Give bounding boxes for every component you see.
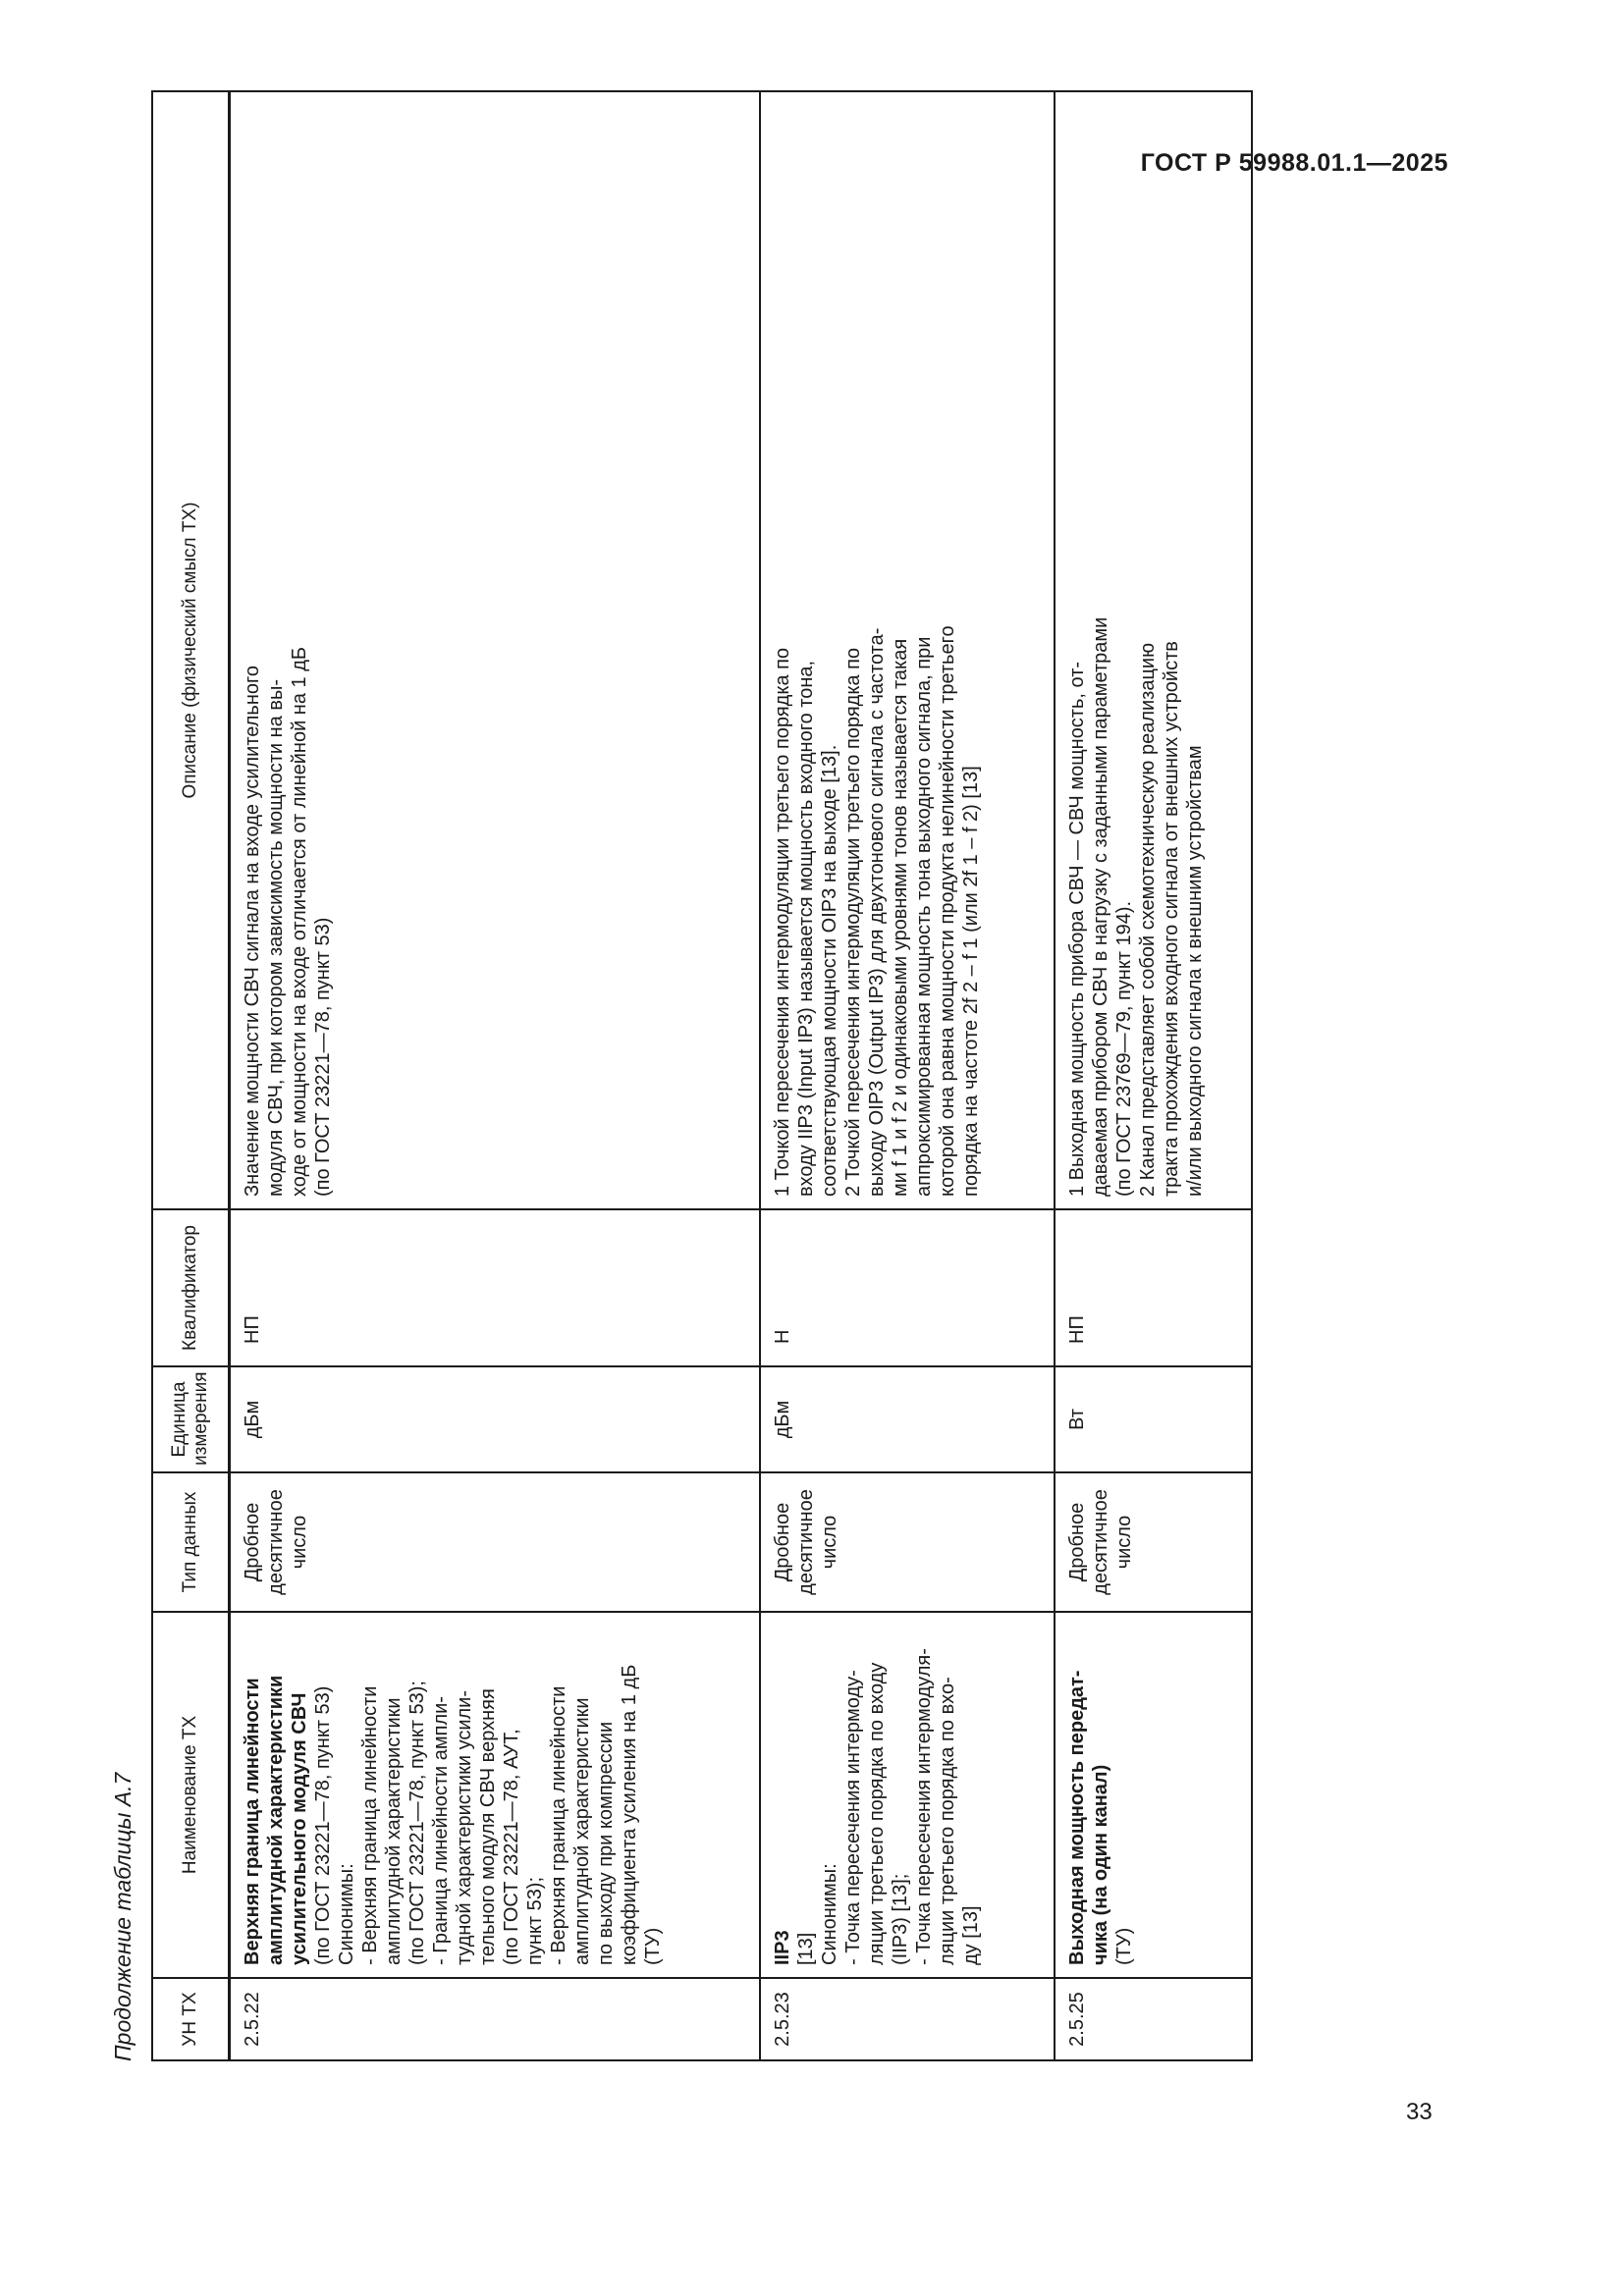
description-line: (по ГОСТ 23769—79, пункт 194).: [1112, 900, 1135, 1197]
row-code: 2.5.23: [760, 1978, 1055, 2060]
name-line: - Точка пересечения интермоду-: [841, 1670, 864, 1965]
name-bold-line: Верхняя граница линейности: [242, 1678, 263, 1965]
row-description: [760, 91, 1055, 1209]
header-code: УН ТХ: [152, 1978, 230, 2060]
description-line: аппроксимированная мощность тона выходного сигнала, при: [912, 636, 935, 1197]
type-line: число: [818, 1515, 840, 1570]
row-name: [1055, 1612, 1253, 1978]
description-line: ходе от мощности на входе отличается от линейной на 1 дБ: [289, 647, 310, 1197]
name-bold-line: чика (на один канал): [1089, 1764, 1111, 1965]
row-code: 2.5.22: [230, 1978, 760, 2060]
table-header-row: [152, 91, 230, 2060]
name-line: - Верхняя граница линейности: [548, 1685, 569, 1965]
description-line: ми f 1 и f 2 и одинаковыми уровнями тонов называется такая: [889, 638, 911, 1197]
description-line: выходу OIP3 (Output IP3) для двухтонового сигнала с частота-: [865, 627, 888, 1197]
type-line: число: [289, 1515, 310, 1570]
row-unit: дБм: [760, 1366, 1055, 1472]
name-line: (по ГОСТ 23221—78, АУТ,: [501, 1729, 522, 1965]
type-line: число: [1112, 1515, 1135, 1570]
row-description: [230, 91, 760, 1209]
name-line: (ТУ): [642, 1927, 664, 1965]
type-line: десятичное: [265, 1489, 287, 1595]
name-line: Синонимы:: [818, 1863, 840, 1965]
name-line: амплитудной характеристики: [571, 1697, 593, 1965]
name-line: (ТУ): [1112, 1927, 1135, 1965]
table-row: [230, 91, 760, 2060]
row-name: [230, 1612, 760, 1978]
name-line: пункт 53);: [524, 1876, 546, 1965]
description-line: 2 Точкой пересечения интермодуляции третьего порядка по: [841, 647, 864, 1197]
name-bold-line: Выходная мощность передат-: [1065, 1670, 1088, 1965]
description-line: и/или выходного сигнала к внешним устройствам: [1183, 745, 1206, 1197]
name-line: [13]: [794, 1932, 817, 1965]
name-line: (по ГОСТ 23221—78, пункт 53): [312, 1685, 334, 1965]
name-line: - Точка пересечения интермодуля-: [912, 1648, 935, 1965]
row-qualifier: НП: [1055, 1209, 1253, 1366]
row-name: [760, 1612, 1055, 1978]
table-row: [760, 91, 1055, 2060]
description-line: которой она равна мощности продукта нелинейности третьего: [936, 625, 958, 1197]
name-bold-line: IIP3: [771, 1930, 793, 1965]
name-line: коэффициента усиления на 1 дБ: [619, 1664, 640, 1965]
name-bold-line: амплитудной характеристики: [265, 1675, 287, 1965]
description-line: тракта прохождения входного сигнала от внешних устройств: [1160, 641, 1182, 1197]
name-line: ду [13]: [959, 1905, 982, 1965]
description-line: 1 Выходная мощность прибора СВЧ — СВЧ мощность, от-: [1065, 661, 1088, 1197]
name-line: ляции третьего порядка по вхо-: [936, 1677, 958, 1965]
type-line: Дробное: [771, 1502, 793, 1582]
header-type: Тип данных: [152, 1472, 230, 1612]
header-unit-line-1: Единица: [169, 1381, 189, 1458]
row-unit: Вт: [1055, 1366, 1253, 1472]
description-line: 2 Канал представляет собой схемотехническую реализацию: [1136, 642, 1159, 1197]
description-line: соответствующая мощности OIP3 на выходе [13].: [818, 744, 840, 1197]
header-unit: [152, 1366, 230, 1472]
name-line: по выходу при компрессии: [595, 1721, 617, 1965]
name-line: (по ГОСТ 23221—78, пункт 53);: [406, 1681, 428, 1965]
row-unit: дБм: [230, 1366, 760, 1472]
row-description: [1055, 91, 1253, 1209]
name-line: (IIP3) [13];: [889, 1873, 911, 1965]
rotated-table-block: [108, 92, 1253, 2061]
type-line: десятичное: [1089, 1489, 1111, 1595]
page-number: 33: [1406, 2099, 1433, 2125]
characteristics-table: [151, 90, 1253, 2061]
description-line: 1 Точкой пересечения интермодуляции третьего порядка по: [771, 647, 793, 1197]
header-description: Описание (физический смысл ТХ): [152, 91, 230, 1209]
name-line: - Верхняя граница линейности: [359, 1685, 381, 1965]
description-line: модуля СВЧ, при котором зависимость мощности на вы-: [265, 678, 287, 1197]
table-row: [1055, 91, 1253, 2060]
type-line: Дробное: [242, 1502, 263, 1582]
row-type: [230, 1472, 760, 1612]
description-line: входу IIP3 (Input IP3) называется мощность входного тона,: [794, 660, 817, 1197]
row-type: [760, 1472, 1055, 1612]
name-line: - Граница линейности ампли-: [430, 1696, 452, 1965]
name-bold-line: усилительного модуля СВЧ: [289, 1692, 310, 1965]
type-line: Дробное: [1065, 1502, 1088, 1582]
name-line: тудной характеристики усили-: [454, 1689, 475, 1965]
type-line: десятичное: [794, 1489, 817, 1595]
header-unit-line-2: измерения: [190, 1371, 211, 1466]
standard-id: ГОСТ Р 59988.01.1—2025: [1140, 149, 1448, 177]
name-line: Синонимы:: [336, 1863, 357, 1965]
description-line: Значение мощности СВЧ сигнала на входе усилительного: [242, 666, 263, 1197]
name-line: тельного модуля СВЧ верхняя: [477, 1688, 499, 1965]
row-qualifier: Н: [760, 1209, 1055, 1366]
header-qualifier: Квалификатор: [152, 1209, 230, 1366]
description-line: даваемая прибором СВЧ в нагрузку с заданными параметрами: [1089, 616, 1111, 1197]
description-line: порядка на частоте 2f 2 – f 1 (или 2f 1 – f 2) [13]: [959, 766, 982, 1197]
row-type: [1055, 1472, 1253, 1612]
row-code: 2.5.25: [1055, 1978, 1253, 2060]
name-line: амплитудной характеристики: [383, 1697, 405, 1965]
name-line: ляции третьего порядка по входу: [865, 1662, 888, 1965]
row-qualifier: НП: [230, 1209, 760, 1366]
header-name: Наименование ТХ: [152, 1612, 230, 1978]
description-line: (по ГОСТ 23221—78, пункт 53): [312, 917, 334, 1197]
table-caption: Продолжение таблицы А.7: [110, 1772, 135, 2061]
